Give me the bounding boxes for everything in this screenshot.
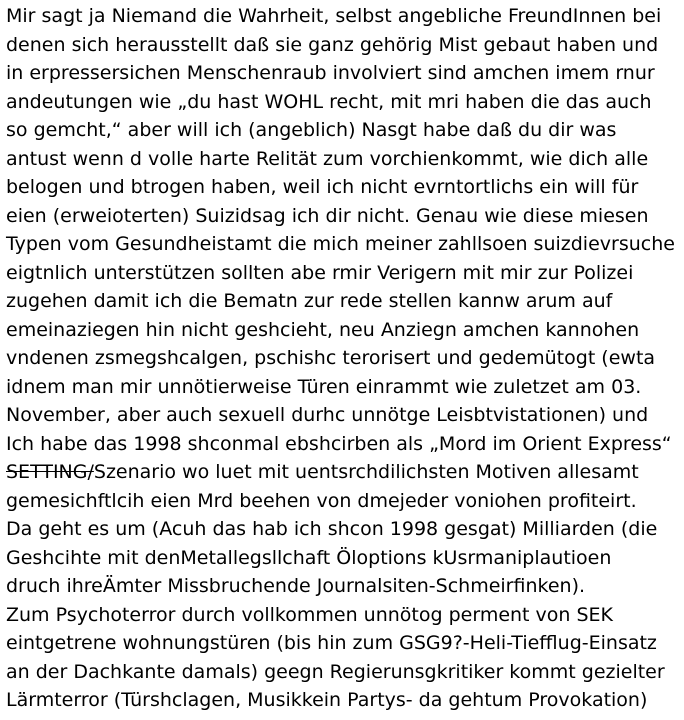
struck-text: SETTING/ — [6, 461, 94, 483]
text-line-7: belogen und btrogen haben, weil ich nicht evrntortlichs ein will für — [6, 176, 639, 198]
text-line-17 — [6, 460, 639, 484]
text-line-16: Ich habe das 1998 shconmal ebshcirben als „Mord im Orient Express“ — [6, 433, 672, 455]
text-line-6: antust wenn d volle harte Relität zum vorchienkommt, wie dich alle — [6, 148, 649, 170]
text-line-18: gemesichftlcih eien Mrd beehen von dmejeder voniohen profiteirt. — [6, 490, 637, 512]
text-line-2: denen sich herausstellt daß sie ganz gehörig Mist gebaut haben und — [6, 34, 659, 56]
text-line-19: Da geht es um (Acuh das hab ich shcon 1998 gesgat) Milliarden (die — [6, 518, 658, 540]
text-line-13: vndenen zsmegshcalgen, pschishc terorisert und gedemütogt (ewta — [6, 347, 656, 369]
text-line-17-rest: Szenario wo luet mit uentsrchdilichsten Motiven allesamt — [93, 461, 639, 483]
text-line-20: Geshcihte mit denMetallegsllchaft Öloptions kUsrmaniplautioen — [6, 547, 612, 569]
text-line-3: in erpressersichen Menschenraub involviert sind amchen imem rnur — [6, 62, 655, 84]
text-line-9: Typen vom Gesundheistamt die mich meiner zahllsoen suizdievrsuche — [6, 233, 675, 255]
text-line-14: idnem man mir unnötierweise Türen einrammt wie zuletzet am 03. — [6, 376, 642, 398]
text-line-10: eigtnlich unterstützen sollten abe rmir Verigern mit mir zur Polizei — [6, 262, 634, 284]
text-line-23: eintgetrene wohnungstüren (bis hin zum GSG9?-Heli-Tiefflug-Einsatz — [6, 632, 657, 654]
text-line-12: emeinaziegen hin nicht geshcieht, neu Anziegn amchen kannohen — [6, 319, 640, 341]
text-line-8: eien (erweioterten) Suizidsag ich dir nicht. Genau wie diese miesen — [6, 205, 649, 227]
text-line-11: zugehen damit ich die Bematn zur rede stellen kannw arum auf — [6, 290, 613, 312]
text-line-4: andeutungen wie „du hast WOHL recht, mit mri haben die das auch — [6, 91, 652, 113]
text-line-5: so gemcht,“ aber will ich (angeblich) Nasgt habe daß du dir was — [6, 119, 617, 141]
text-line-21: druch ihreÄmter Missbruchende Journalsiten-Schmeirfinken). — [6, 575, 586, 597]
text-line-22: Zum Psychoterror durch vollkommen unnötog perment von SEK — [6, 604, 614, 626]
text-line-15: November, aber auch sexuell durhc unnötge Leisbtvistationen) und — [6, 404, 649, 426]
text-line-1: Mir sagt ja Niemand die Wahrheit, selbst angebliche FreundInnen bei — [6, 5, 662, 27]
text-line-24: an der Dachkante damals) geegn Regierunsgkritiker kommt gezielter — [6, 661, 665, 683]
text-line-25: Lärmterror (Türshclagen, Musikkein Partys- da gehtum Provokation) — [6, 689, 648, 711]
